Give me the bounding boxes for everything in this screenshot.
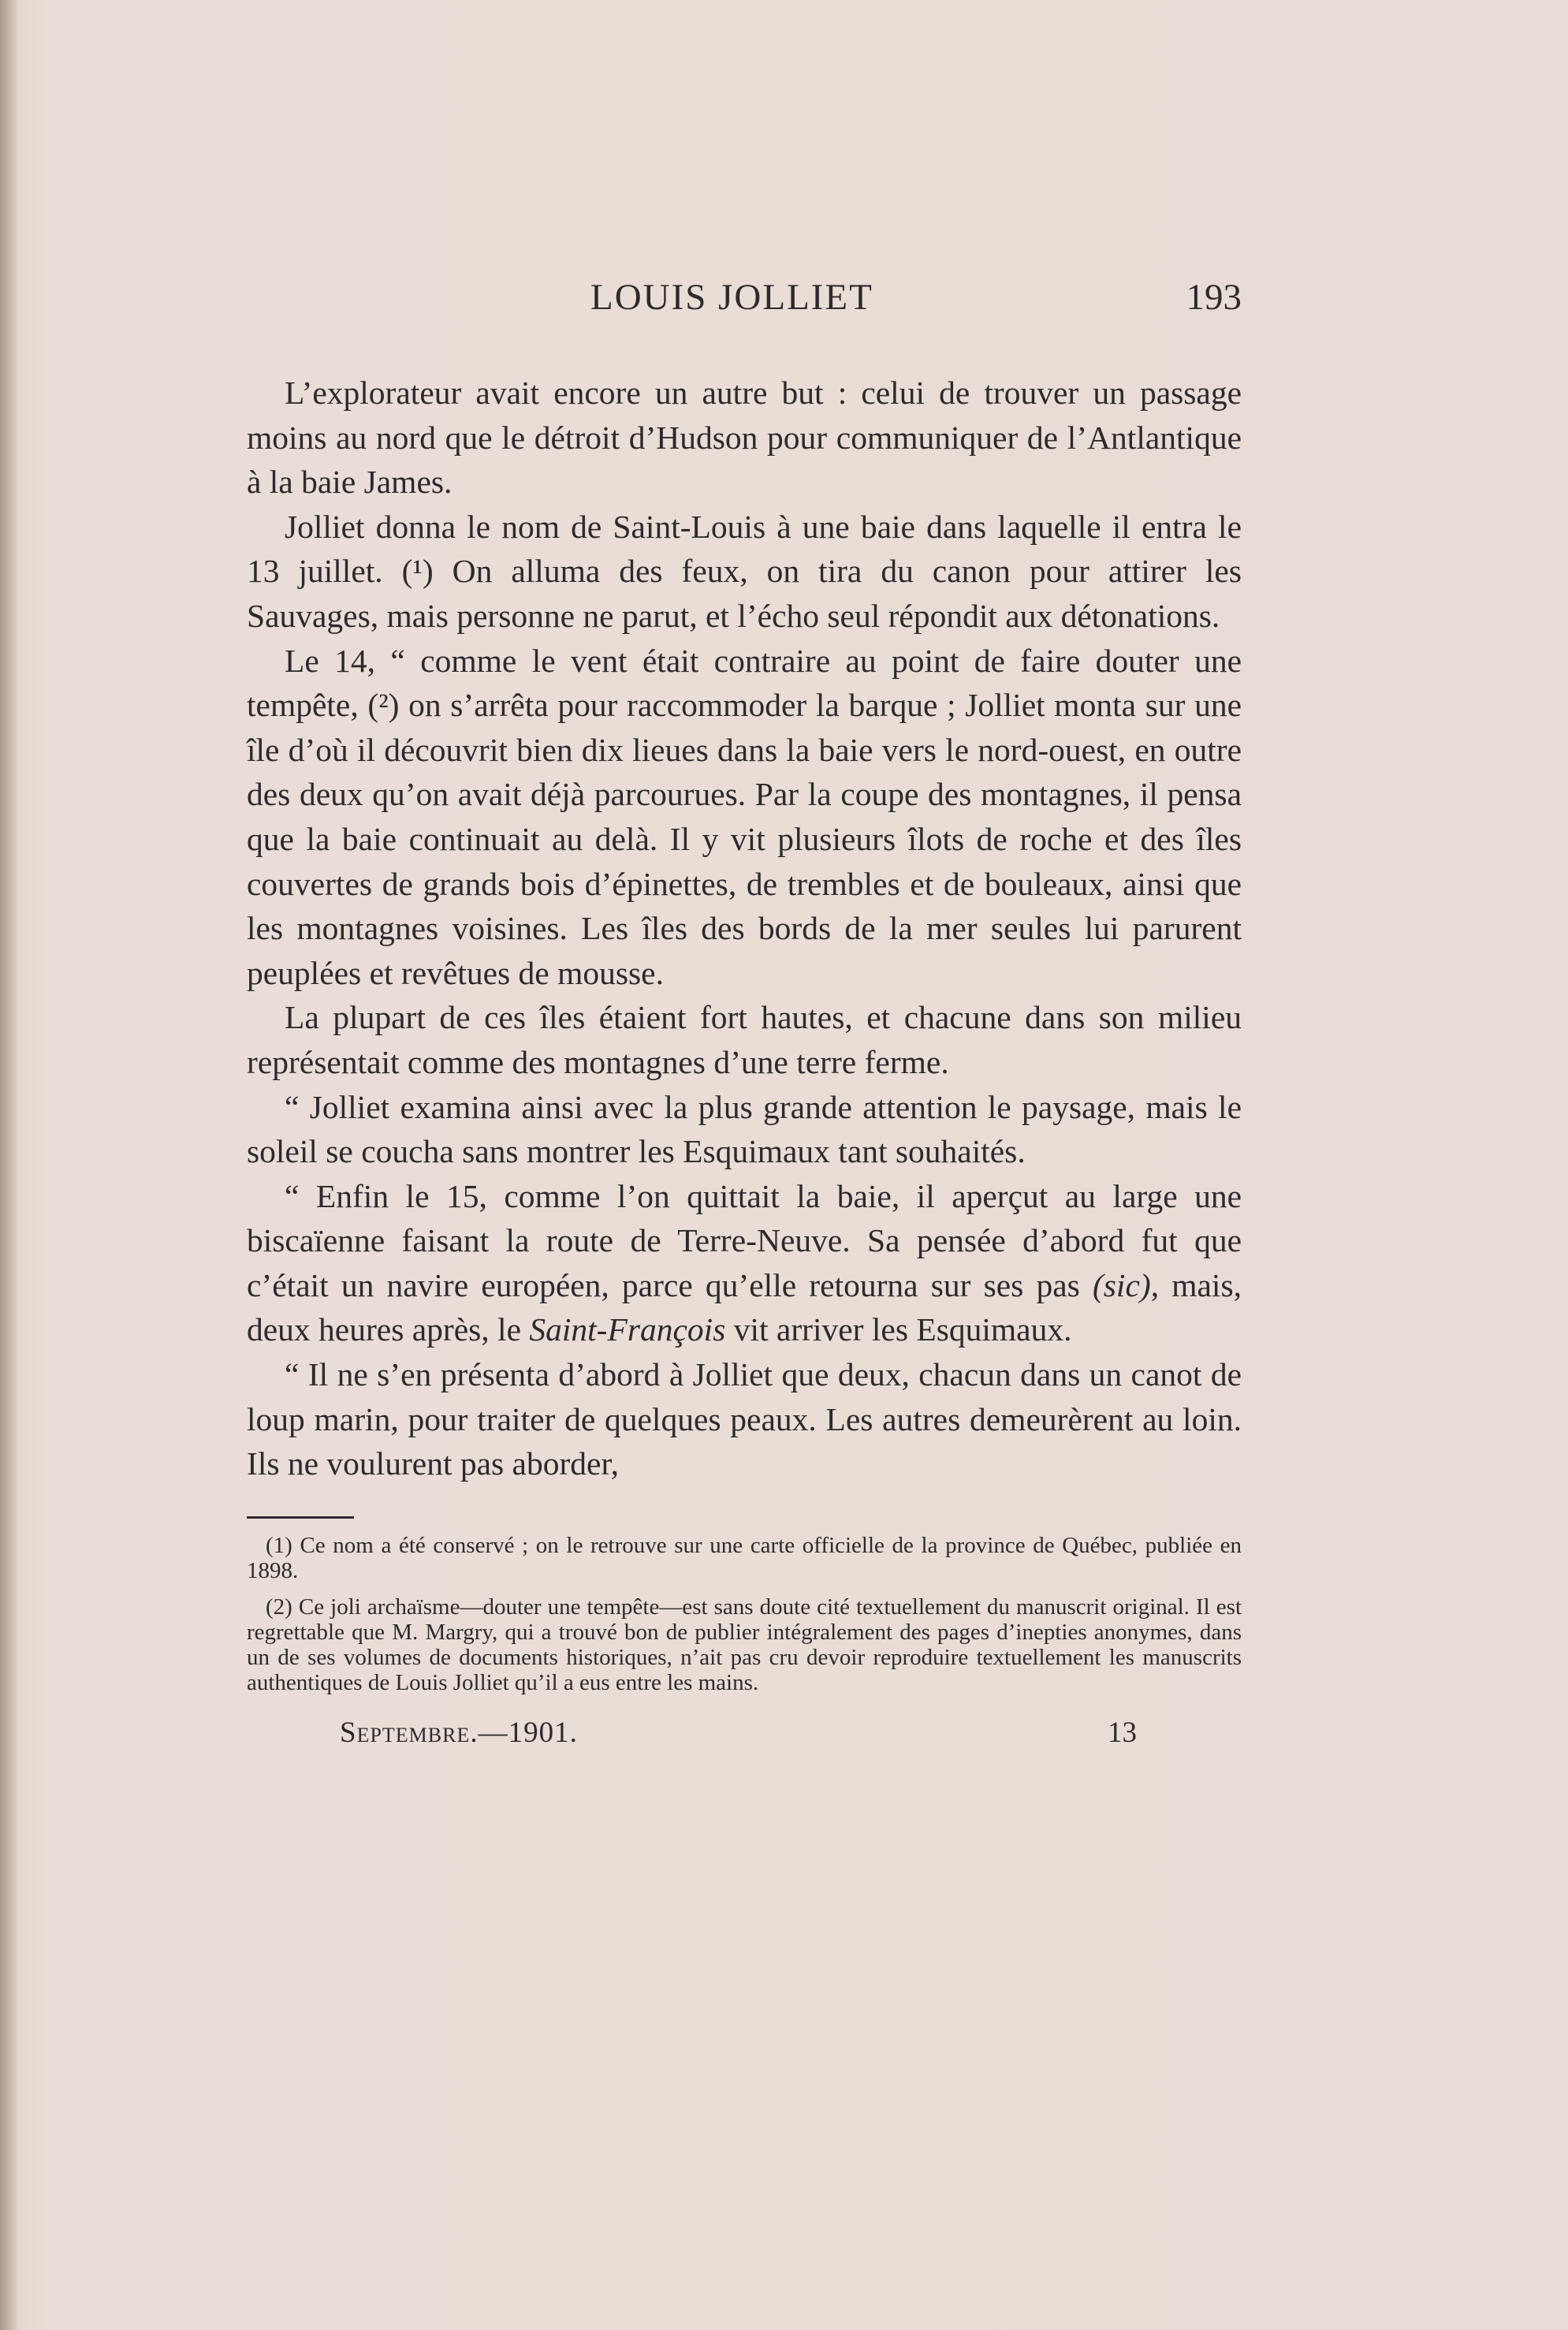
paragraph: Jolliet donna le nom de Saint-Louis à une baie dans laquelle il entra le 13 juillet. (¹) On alluma des feux, on tira du canon pour attirer les Sauvages, mais personne ne parut, et l’écho seul répondit aux détonations. [247, 508, 1242, 634]
printer-signature [247, 1716, 1242, 1755]
page-number: 193 [1186, 277, 1242, 318]
paragraph-text: vit arriver les Esquimaux. [725, 1311, 1072, 1348]
signature-date [340, 1716, 578, 1750]
signature-sheet-number: 13 [1108, 1716, 1137, 1749]
sic-italic: (sic) [1092, 1266, 1151, 1303]
footnotes [247, 1533, 1242, 1695]
body-text [247, 371, 1242, 1486]
book-spine-shadow [0, 0, 17, 2330]
running-header [247, 276, 1242, 323]
running-title: LOUIS JOLLIET [590, 277, 873, 318]
paragraph: La plupart de ces îles étaient fort hautes, et chacune dans son milieu représentait comme des montagnes d’une terre ferme. [247, 999, 1242, 1080]
footnote: (2) Ce joli archaïsme—douter une tempête—est sans doute cité textuellement du manuscrit original. Il est regrettable que M. Margry, qui a trouvé bon de publier intégralement des pages d’inepties anonymes, dans un de ses volumes de documents historiques, n’ait pas cru devoir reproduire textuellement les manuscrits authentiques de Louis Jolliet qu’il a eus entre les mains. [247, 1594, 1242, 1695]
paragraph: L’explorateur avait encore un autre but : celui de trouver un passage moins au nord que le détroit d’Hudson pour communiquer de l’Antlantique à la baie James. [247, 375, 1242, 501]
signature-year: .—1901. [470, 1716, 578, 1749]
footnote: (1) Ce nom a été conservé ; on le retrouve sur une carte officielle de la province de Québec, publiée en 1898. [247, 1532, 1242, 1583]
paragraph [247, 1174, 1242, 1352]
paragraph-text: , mais, deux heures après, le [247, 1266, 1242, 1348]
signature-month: Septembre [340, 1716, 471, 1749]
paragraph: “ Jolliet examina ainsi avec la plus grande attention le paysage, mais le soleil se coucha sans montrer les Esquimaux tant souhaités. [247, 1088, 1242, 1170]
paragraph-text: “ Enfin le 15, comme l’on quittait la baie, il aperçut au large une biscaïenne faisant la route de Terre-Neuve. Sa pensée d’abord fut que c’était un navire européen, parce qu’elle retourna sur ses pas [247, 1177, 1242, 1303]
paragraph: Le 14, “ comme le vent était contraire au point de faire douter une tempête, (²) on s’arrêta pour raccommoder la barque ; Jolliet monta sur une île d’où il découvrit bien dix lieues dans la baie vers le nord-ouest, en outre des deux qu’on avait déjà parcourues. Par la coupe des montagnes, il pensa que la baie continuait au delà. Il y vit plusieurs îlots de roche et des îles couvertes de grands bois d’épinettes, de trembles et de bouleaux, ainsi que les montagnes voisines. Les îles des bords de la mer seules lui parurent peuplées et revêtues de mousse. [247, 642, 1242, 991]
book-page [247, 276, 1242, 1755]
paragraph: “ Il ne s’en présenta d’abord à Jolliet que deux, chacun dans un canot de loup marin, pour traiter de quelques peaux. Les autres demeurèrent au loin. Ils ne voulurent pas aborder, [247, 1356, 1242, 1482]
ship-name-italic: Saint-François [529, 1311, 726, 1348]
footnote-divider [247, 1516, 354, 1519]
